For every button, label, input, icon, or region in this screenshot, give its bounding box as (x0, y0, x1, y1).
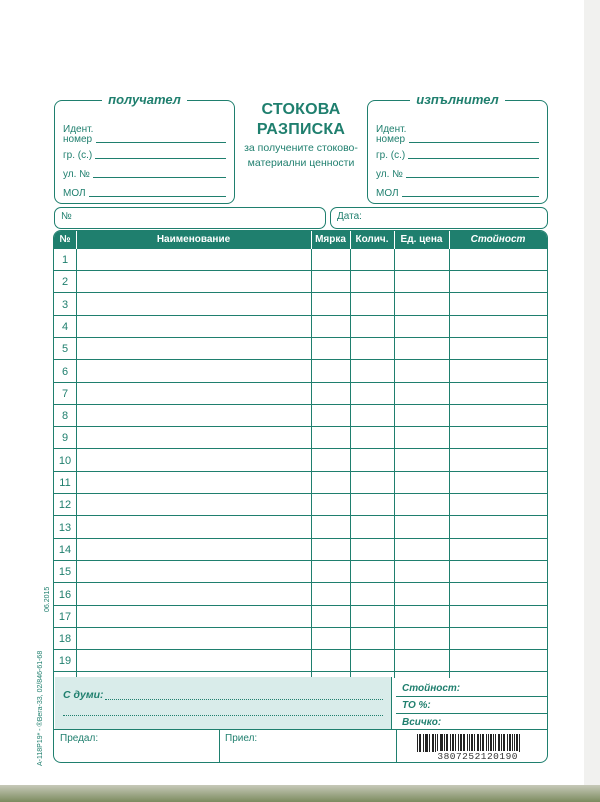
recipient-street-label: ул. № (63, 169, 90, 180)
table-row[interactable] (54, 494, 547, 516)
col-divider (394, 249, 395, 678)
row-number: 10 (58, 454, 72, 467)
title-line-1: СТОКОВА (261, 101, 341, 118)
document-title (236, 100, 366, 170)
table-row[interactable] (54, 606, 547, 628)
row-number: 13 (58, 521, 72, 534)
supplier-street-label: ул. № (376, 169, 403, 180)
total-label: Всичко: (402, 717, 442, 728)
recipient-city-line[interactable] (95, 157, 226, 159)
value-label: Стойност: (402, 683, 461, 694)
subtitle-line-2: материални ценности (247, 157, 355, 169)
table-row[interactable] (54, 271, 547, 293)
table-header (54, 231, 547, 249)
row-number: 1 (61, 254, 69, 266)
row-number: 3 (61, 298, 69, 311)
col-divider (76, 249, 77, 678)
table-row[interactable] (54, 316, 547, 338)
supplier-mol-line[interactable] (402, 195, 539, 197)
row-number: 7 (61, 387, 69, 400)
row-number: 14 (58, 543, 72, 556)
recipient-box (54, 92, 235, 204)
recipient-mol-label: МОЛ (63, 188, 86, 199)
table-row[interactable] (54, 361, 547, 383)
date-label: Дата: (337, 211, 362, 222)
summary-block (396, 677, 547, 729)
header-unit: Мярка (315, 234, 346, 245)
row-number: 4 (61, 320, 69, 333)
row-number: 9 (61, 432, 69, 445)
header-unit-price: Ед. цена (400, 234, 443, 245)
recipient-mol-line[interactable] (89, 195, 226, 197)
supplier-title: изпълнител (410, 92, 504, 107)
row-number: 19 (58, 655, 72, 668)
recipient-city-label: гр. (с.) (63, 150, 93, 161)
recipient-title: получател (102, 92, 187, 107)
row-number: 6 (61, 365, 69, 378)
table-row[interactable] (54, 628, 547, 650)
table-row[interactable] (54, 427, 547, 449)
row-number: 15 (58, 566, 72, 579)
row-number: 2 (61, 276, 69, 289)
table-row[interactable] (54, 650, 547, 672)
row-number: 11 (59, 477, 71, 489)
row-number: 12 (58, 499, 72, 512)
header-name: Наименование (156, 234, 231, 245)
supplier-id-label: Идент. номер (376, 124, 407, 145)
supplier-city-line[interactable] (408, 157, 539, 159)
date-field[interactable] (330, 207, 548, 229)
col-divider (449, 249, 450, 678)
table-row[interactable] (54, 472, 547, 494)
table-row[interactable] (54, 338, 547, 360)
table-row[interactable] (54, 561, 547, 583)
table-row[interactable] (54, 539, 547, 561)
table-row[interactable] (54, 517, 547, 539)
row-number: 16 (58, 588, 72, 601)
print-code: А-118Р19* - ®Вега-33, 02/846-61-68 (37, 650, 44, 766)
title-line-2: РАЗПИСКА (256, 121, 346, 138)
form-footer (53, 677, 548, 763)
table-row[interactable] (54, 249, 547, 271)
table-row[interactable] (54, 450, 547, 472)
barcode-number: 3807252120190 (437, 751, 518, 762)
background-strip (0, 785, 600, 802)
handed-label: Предал: (60, 733, 99, 744)
table-row[interactable] (54, 383, 547, 405)
subtitle-line-1: за получените стоково- (244, 142, 358, 154)
row-number: 17 (58, 610, 72, 623)
recipient-id-line[interactable] (96, 141, 226, 143)
supplier-city-label: гр. (с.) (376, 150, 406, 161)
row-number: 5 (61, 343, 69, 356)
recipient-street-line[interactable] (93, 176, 226, 178)
table-row[interactable] (54, 584, 547, 606)
items-table (53, 230, 548, 678)
table-row[interactable] (54, 405, 547, 427)
supplier-id-line[interactable] (409, 141, 539, 143)
received-label: Приел: (225, 733, 258, 744)
row-number: 18 (58, 633, 72, 646)
in-words-area[interactable] (55, 677, 391, 729)
number-label: № (61, 211, 72, 222)
header-qty: Колич. (355, 234, 389, 245)
supplier-street-line[interactable] (406, 176, 539, 178)
header-num: № (59, 234, 71, 245)
header-value: Стойност (470, 234, 526, 245)
number-field[interactable] (54, 207, 326, 229)
row-number: 8 (61, 410, 69, 423)
supplier-mol-label: МОЛ (376, 188, 399, 199)
recipient-id-label: Идент. номер (63, 124, 94, 145)
col-divider (350, 249, 351, 678)
supplier-box (367, 92, 548, 204)
table-row[interactable] (54, 294, 547, 316)
in-words-label: С думи: (63, 689, 104, 701)
print-date: 06.2015 (44, 586, 51, 612)
vat-label: ТО %: (402, 700, 431, 711)
col-divider (311, 249, 312, 678)
